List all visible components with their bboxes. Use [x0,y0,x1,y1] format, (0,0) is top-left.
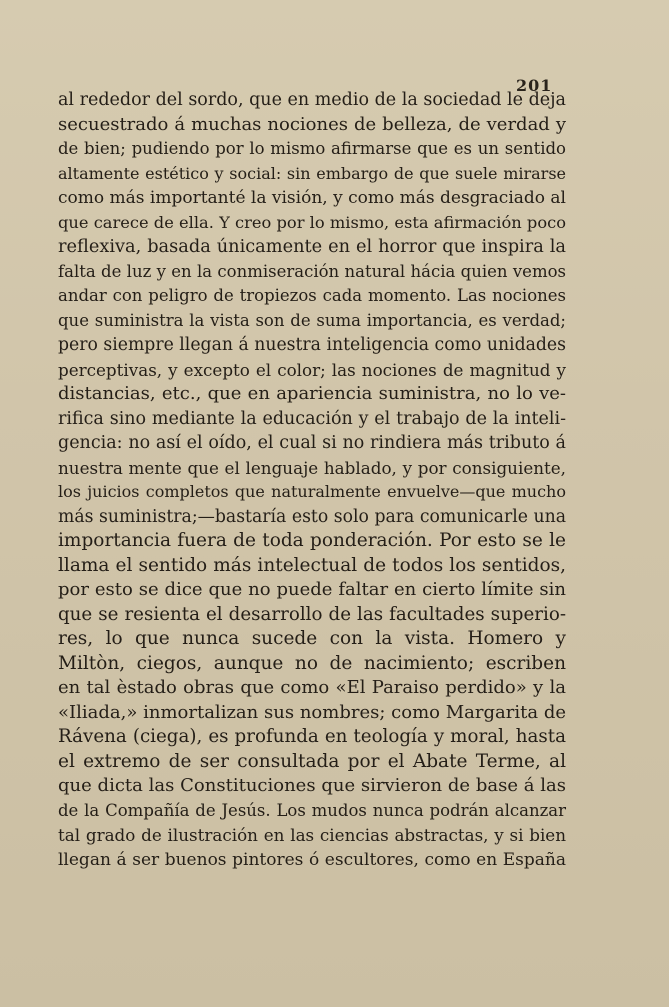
text-line: falta de luz y en la conmiseración natural hácia quien vemos [58,261,566,281]
text-line: que dicta las Constituciones que sirvieron de base á las [58,775,566,796]
text-line: por esto se dice que no puede faltar en cierto límite sin [58,579,566,600]
text-line: como más importanté la visión, y como más desgraciado al [58,188,566,208]
text-line: el extremo de ser consultada por el Abate Terme, al [58,750,566,772]
text-line: de bien; pudiendo por lo mismo afirmarse que es un sentido [58,139,566,158]
text-line: gencia: no así el oído, el cual si no rindiera más tributo á [58,433,566,453]
body-text [58,88,566,872]
text-line: los juicios completos que naturalmente envuelve—que mucho [58,482,566,501]
text-line: Rávena (ciega), es profunda en teología y moral, hasta [58,726,566,747]
text-line: más suministra;—bastaría esto solo para comunicarle una [58,506,566,527]
text-line: que carece de ella. Y creo por lo mismo, esta afirmación poco [58,212,566,232]
text-line: perceptivas, y excepto el color; las nociones de magnitud y [58,359,566,380]
text-line: «Iliada,» inmortalizan sus nombres; como Margarita de [58,701,566,723]
text-line: importancia fuera de toda ponderación. Por esto se le [58,530,566,551]
page-number: 201 [516,76,553,95]
text-line: que se resienta el desarrollo de las facultades superio- [58,603,566,625]
text-line: llegan á ser buenos pintores ó escultores, como en España [58,849,566,870]
text-line: secuestrado á muchas nociones de belleza, de verdad y [58,113,566,135]
text-line: en tal èstado obras que como «El Paraiso perdido» y la [58,677,566,698]
text-line: Miltòn, ciegos, aunque no de nacimiento; escriben [58,652,566,674]
text-line: reflexiva, basada únicamente en el horror que inspira la [58,237,566,257]
text-line: rifica sino mediante la educación y el trabajo de la inteli- [58,408,566,429]
text-line: pero siempre llegan á nuestra inteligencia como unidades [58,335,566,355]
text-line: distancias, etc., que en apariencia suministra, no lo ve- [58,383,566,404]
text-line: al rededor del sordo, que en medio de la sociedad le deja [58,90,566,110]
text-line: que suministra la vista son de suma importancia, es verdad; [58,310,566,330]
text-line: altamente estético y social: sin embargo de que suele mirarse [58,163,566,183]
text-line: de la Compañía de Jesús. Los mudos nunca podrán alcanzar [58,800,566,820]
text-line: nuestra mente que el lenguaje hablado, y por consiguiente, [58,457,566,478]
text-line: andar con peligro de tropiezos cada momento. Las nociones [58,286,566,305]
text-line: tal grado de ilustración en las ciencias abstractas, y si bien [58,825,566,845]
text-line: res, lo que nunca sucede con la vista. Homero y [58,628,566,649]
text-line: llama el sentido más intelectual de todos los sentidos, [58,554,566,576]
